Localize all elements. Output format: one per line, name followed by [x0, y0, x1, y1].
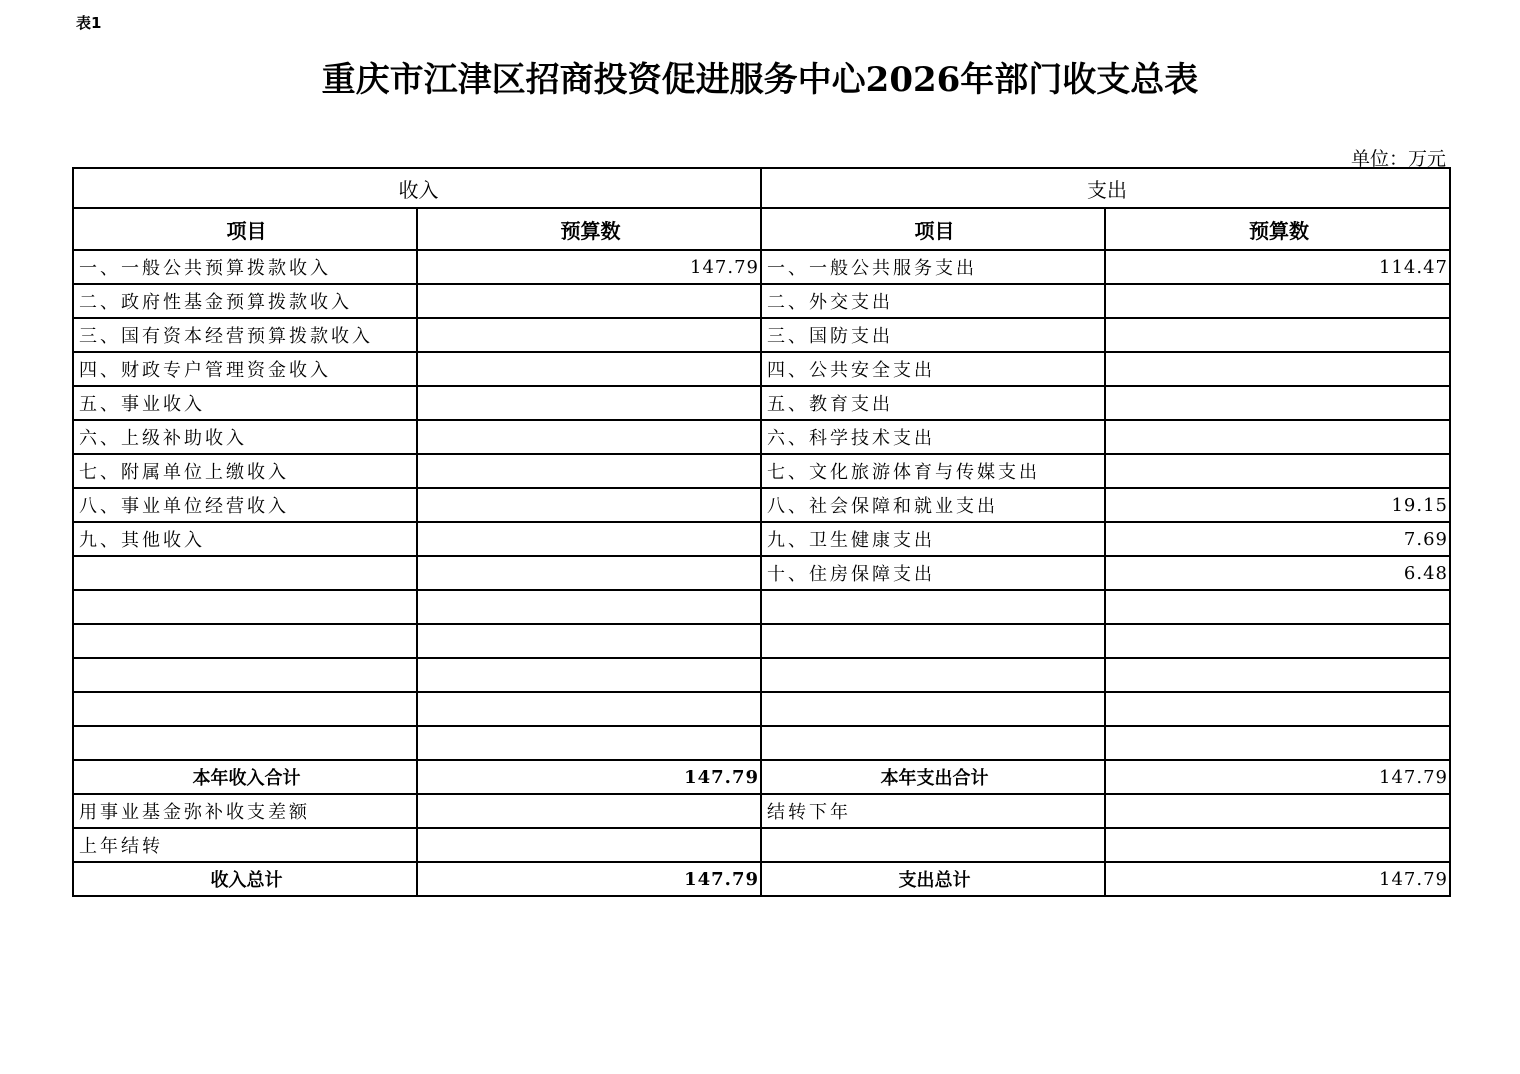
income-item — [73, 556, 417, 590]
budget-table — [72, 167, 1451, 897]
expenditure-grand-total-value: 147.79 — [1105, 862, 1450, 896]
expenditure-item — [761, 658, 1105, 692]
expenditure-value — [1105, 420, 1450, 454]
expenditure-value — [1105, 284, 1450, 318]
table-row — [73, 352, 1450, 386]
income-item: 九、其他收入 — [73, 522, 417, 556]
income-value — [417, 726, 761, 760]
expenditure-value — [1105, 794, 1450, 828]
expenditure-item — [761, 726, 1105, 760]
income-grand-total-label: 收入总计 — [73, 862, 417, 896]
expenditure-value — [1105, 318, 1450, 352]
income-value — [417, 420, 761, 454]
income-item: 用事业基金弥补收支差额 — [73, 794, 417, 828]
section-header-row — [73, 168, 1450, 208]
expenditure-item: 七、文化旅游体育与传媒支出 — [761, 454, 1105, 488]
expenditure-item: 十、住房保障支出 — [761, 556, 1105, 590]
income-value — [417, 284, 761, 318]
page-title: 重庆市江津区招商投资促进服务中心2026年部门收支总表 — [321, 60, 1199, 100]
income-value — [417, 590, 761, 624]
income-value — [417, 318, 761, 352]
income-budget-header: 预算数 — [417, 208, 761, 250]
expenditure-value — [1105, 352, 1450, 386]
expenditure-item — [761, 828, 1105, 862]
table-row — [73, 556, 1450, 590]
table-row — [73, 318, 1450, 352]
income-item: 七、附属单位上缴收入 — [73, 454, 417, 488]
income-item — [73, 692, 417, 726]
table-row — [73, 284, 1450, 318]
income-item: 上年结转 — [73, 828, 417, 862]
table-row — [73, 692, 1450, 726]
expenditure-year-total-value: 147.79 — [1105, 760, 1450, 794]
expenditure-value — [1105, 828, 1450, 862]
expenditure-item: 八、社会保障和就业支出 — [761, 488, 1105, 522]
expenditure-item — [761, 624, 1105, 658]
expenditure-value — [1105, 386, 1450, 420]
expenditure-item: 结转下年 — [761, 794, 1105, 828]
expenditure-grand-total-label: 支出总计 — [761, 862, 1105, 896]
income-header: 收入 — [73, 168, 761, 208]
expenditure-value — [1105, 454, 1450, 488]
expenditure-value: 7.69 — [1105, 522, 1450, 556]
income-item: 三、国有资本经营预算拨款收入 — [73, 318, 417, 352]
income-item: 一、一般公共预算拨款收入 — [73, 250, 417, 284]
income-value — [417, 828, 761, 862]
expenditure-value — [1105, 624, 1450, 658]
income-item — [73, 624, 417, 658]
income-grand-total-value: 147.79 — [417, 862, 761, 896]
income-item-header: 项目 — [73, 208, 417, 250]
expenditure-item — [761, 590, 1105, 624]
table-row — [73, 250, 1450, 284]
table-row — [73, 454, 1450, 488]
income-item: 六、上级补助收入 — [73, 420, 417, 454]
table-row — [73, 590, 1450, 624]
income-item: 八、事业单位经营收入 — [73, 488, 417, 522]
expenditure-item: 九、卫生健康支出 — [761, 522, 1105, 556]
income-item: 四、财政专户管理资金收入 — [73, 352, 417, 386]
income-value — [417, 454, 761, 488]
expenditure-value — [1105, 726, 1450, 760]
table-row — [73, 522, 1450, 556]
expenditure-value: 114.47 — [1105, 250, 1450, 284]
income-item — [73, 658, 417, 692]
income-value — [417, 794, 761, 828]
expenditure-value: 6.48 — [1105, 556, 1450, 590]
income-item — [73, 726, 417, 760]
income-year-total-value: 147.79 — [417, 760, 761, 794]
expenditure-item: 五、教育支出 — [761, 386, 1105, 420]
income-value — [417, 692, 761, 726]
unit-label: 单位：万元 — [1350, 148, 1446, 170]
expenditure-value — [1105, 692, 1450, 726]
table-row — [73, 488, 1450, 522]
income-item: 二、政府性基金预算拨款收入 — [73, 284, 417, 318]
expenditure-budget-header: 预算数 — [1105, 208, 1450, 250]
income-value — [417, 624, 761, 658]
income-value — [417, 522, 761, 556]
expenditure-item: 六、科学技术支出 — [761, 420, 1105, 454]
expenditure-item-header: 项目 — [761, 208, 1105, 250]
income-value — [417, 488, 761, 522]
table-label: 表1 — [76, 14, 102, 32]
income-item — [73, 590, 417, 624]
table-row — [73, 420, 1450, 454]
expenditure-header: 支出 — [761, 168, 1450, 208]
income-value: 147.79 — [417, 250, 761, 284]
income-value — [417, 386, 761, 420]
grand-total-row — [73, 862, 1450, 896]
expenditure-item: 一、一般公共服务支出 — [761, 250, 1105, 284]
expenditure-item: 三、国防支出 — [761, 318, 1105, 352]
year-total-row — [73, 760, 1450, 794]
income-item: 五、事业收入 — [73, 386, 417, 420]
table-row — [73, 658, 1450, 692]
table-row — [73, 828, 1450, 862]
table-row — [73, 624, 1450, 658]
expenditure-item — [761, 692, 1105, 726]
table-row — [73, 794, 1450, 828]
expenditure-year-total-label: 本年支出合计 — [761, 760, 1105, 794]
income-value — [417, 658, 761, 692]
expenditure-value — [1105, 658, 1450, 692]
expenditure-value: 19.15 — [1105, 488, 1450, 522]
expenditure-value — [1105, 590, 1450, 624]
income-value — [417, 352, 761, 386]
income-year-total-label: 本年收入合计 — [73, 760, 417, 794]
income-value — [417, 556, 761, 590]
table-row — [73, 726, 1450, 760]
table-row — [73, 386, 1450, 420]
expenditure-item: 二、外交支出 — [761, 284, 1105, 318]
expenditure-item: 四、公共安全支出 — [761, 352, 1105, 386]
column-header-row — [73, 208, 1450, 250]
